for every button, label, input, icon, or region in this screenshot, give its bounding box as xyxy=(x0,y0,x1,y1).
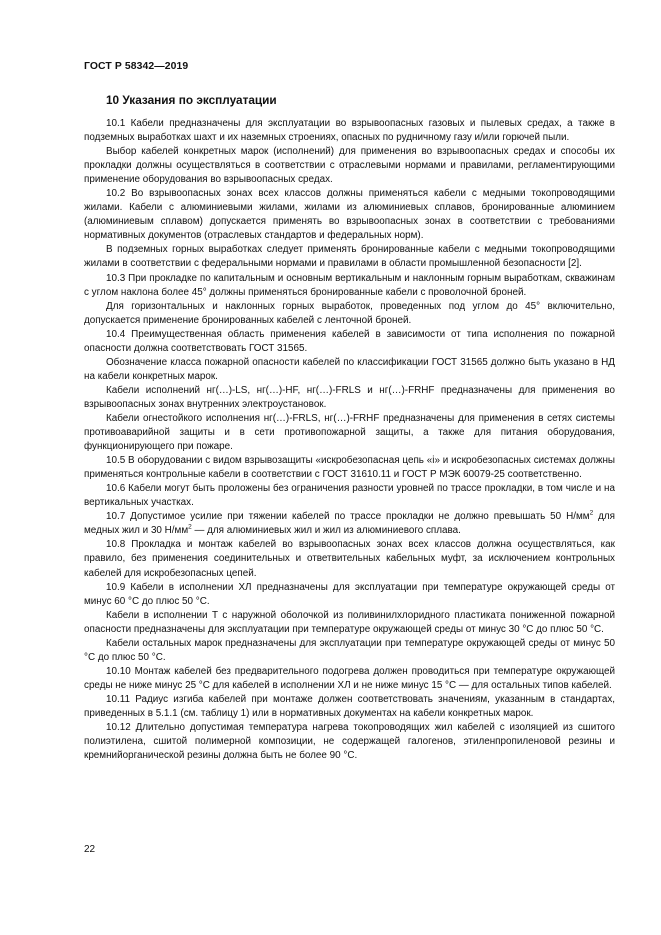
superscript: 2 xyxy=(188,524,192,532)
paragraph: 10.11 Радиус изгиба кабелей при монтаже должен соответствовать значениям, указанным в стандартах, приведенных в 5.1.1 (см. таблицу 1) или в нормативных документах на кабели конкретных марок. xyxy=(84,693,615,719)
paragraph: 10.10 Монтаж кабелей без предварительного подогрева должен проводиться при температуре окружающей среды не ниже минус 25 °С для кабелей в исполнении ХЛ и не ниже минус 15 °С — для остальных типов кабелей. xyxy=(84,665,615,691)
paragraph: 10.6 Кабели могут быть проложены без ограничения разности уровней по трассе прокладки, в том числе и на вертикальных участках. xyxy=(84,483,615,509)
paragraph: Кабели исполнений нг(…)-LS, нг(…)-HF, нг(…)-FRLS и нг(…)-FRHF предназначены для применения во взрывоопасных зонах внутренних электроустановок. xyxy=(84,384,615,410)
paragraph: 10.5 В оборудовании с видом взрывозащиты «искробезопасная цепь «i» и искробезопасных системах должны применяться контрольные кабели в соответствии с ГОСТ 31610.11 и ГОСТ Р МЭК 60079-25 соответственно. xyxy=(84,455,615,481)
paragraph: 10.2 Во взрывоопасных зонах всех классов должны применяться кабели с медными токопроводящими жилами. Кабели с алюминиевыми жилами, жилами из алюминиевых сплавов, бронированные алюминием (алюминиевым сплавом) допускается применять во взрывоопасных зонах в соответствии с требованиями нормативных документов (отраслевых стандартов и федеральных норм). xyxy=(84,188,615,242)
paragraph: Обозначение класса пожарной опасности кабелей по классификации ГОСТ 31565 должно быть указано в НД на кабели конкретных марок. xyxy=(84,356,615,382)
paragraph: В подземных горных выработках следует применять бронированные кабели с медными токопроводящими жилами в соответствии с федеральными нормами и правилами в области промышленной безопасности [2]. xyxy=(84,244,615,270)
paragraph: 10.12 Длительно допустимая температура нагрева токопроводящих жил кабелей с изоляцией из сшитого полиэтилена, сшитой полимерной композиции, не содержащей галогенов, этиленпропиленовой резины и кремнийорганической резины должна быть не более 90 °С. xyxy=(84,722,615,762)
paragraph: 10.8 Прокладка и монтаж кабелей во взрывоопасных зонах всех классов должна осуществляться, как правило, без применения соединительных и ответвительных кабельных муфт, за исключением контрольных кабелей для искробезопасных цепей. xyxy=(84,539,615,579)
page-number: 22 xyxy=(84,844,96,855)
paragraph: Кабели в исполнении Т с наружной оболочкой из поливинилхлоридного пластиката пониженной пожарной опасности предназначены для эксплуатации при температуре окружающей среды от минус 30 °С до плюс 50 °С. xyxy=(84,609,615,635)
paragraph: 10.4 Преимущественная область применения кабелей в зависимости от типа исполнения по пожарной опасности должна соответствовать ГОСТ 31565. xyxy=(84,328,615,354)
section-body xyxy=(84,117,615,763)
text-run: для медных жил и 30 Н/мм xyxy=(84,511,615,537)
text-run: — для алюминиевых жил и жил из алюминиевого сплава. xyxy=(191,525,461,537)
paragraph: 10.1 Кабели предназначены для эксплуатации во взрывоопасных газовых и пылевых средах, а также в подземных выработках шахт и их наземных строениях, опасных по рудничному газу и/или горючей пыли. xyxy=(84,118,615,144)
section-title: 10 Указания по эксплуатации xyxy=(106,93,277,107)
paragraph: Кабели огнестойкого исполнения нг(…)-FRLS, нг(…)-FRHF предназначены для применения в сетях системы противоаварийной защиты и в сети противопожарной защиты, а также для питания оборудования, функционирующего при пожаре. xyxy=(84,412,615,453)
paragraph: Кабели остальных марок предназначены для эксплуатации при температуре окружающей среды от минус 50 °С до плюс 50 °С. xyxy=(84,637,615,663)
superscript: 2 xyxy=(589,510,594,518)
paragraph: 10.3 При прокладке по капитальным и основным вертикальным и наклонным горным выработкам, скважинам с углом наклона более 45° должны применяться бронированные кабели с проволочной броней. xyxy=(84,272,615,298)
paragraph: Выбор кабелей конкретных марок (исполнений) для применения во взрывоопасных средах и способы их прокладки должны осуществляться в соответствии с отраслевыми нормами и правилами, регламентирующими применение оборудования во взрывоопасных средах. xyxy=(84,146,615,186)
paragraph-10-7 xyxy=(84,510,615,538)
paragraph: Для горизонтальных и наклонных горных выработок, проведенных под углом до 45° включительно, допускается применение бронированных кабелей с ленточной броней. xyxy=(84,300,615,326)
text-run: 10.7 Допустимое усилие при тяжении кабелей по трассе прокладки не должно превышать 50 Н/мм xyxy=(106,511,590,523)
document-header: ГОСТ Р 58342—2019 xyxy=(84,61,189,72)
paragraph: 10.9 Кабели в исполнении ХЛ предназначены для эксплуатации при температуре окружающей среды от минус 60 °С до плюс 50 °С. xyxy=(84,581,615,607)
